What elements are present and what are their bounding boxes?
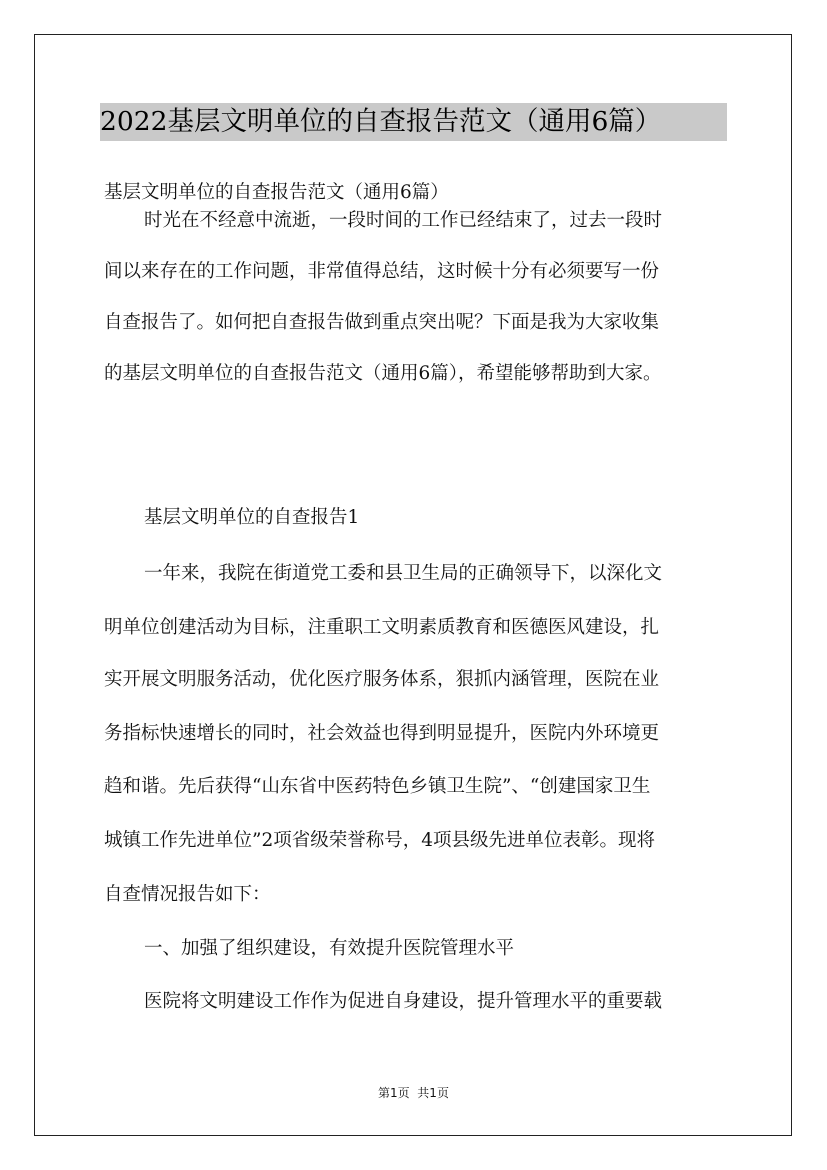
intro-line-3: 自查报告了。如何把自查报告做到重点突出呢？下面是我为大家收集 — [104, 312, 660, 333]
document-subtitle: 基层文明单位的自查报告范文（通用6篇） — [104, 182, 449, 203]
intro-line-4: 的基层文明单位的自查报告范文（通用6篇），希望能够帮助到大家。 — [104, 363, 662, 384]
section-heading: 基层文明单位的自查报告1 — [144, 507, 360, 528]
body-line-4: 务指标快速增长的同时，社会效益也得到明显提升，医院内外环境更 — [104, 723, 660, 744]
page-footer: 第1页 共1页 — [378, 1086, 449, 1100]
body-line-6: 城镇工作先进单位”2项省级荣誉称号，4项县级先进单位表彰。现将 — [104, 830, 656, 851]
intro-line-2: 间以来存在的工作问题，非常值得总结，这时候十分有必须要写一份 — [104, 261, 660, 282]
body-line-2: 明单位创建活动为目标，注重职工文明素质教育和医德医风建设，扎 — [104, 617, 660, 638]
body-line-3: 实开展文明服务活动，优化医疗服务体系，狠抓内涵管理，医院在业 — [104, 669, 660, 690]
body-line-1: 一年来，我院在街道党工委和县卫生局的正确领导下，以深化文 — [144, 563, 663, 584]
subheading: 一、加强了组织建设，有效提升医院管理水平 — [144, 938, 515, 959]
body-line-7: 自查情况报告如下： — [104, 884, 271, 905]
document-title: 2022基层文明单位的自查报告范文（通用6篇） — [100, 103, 727, 141]
last-line: 医院将文明建设工作作为促进自身建设，提升管理水平的重要载 — [144, 991, 663, 1012]
body-line-5: 趋和谐。先后获得“山东省中医药特色乡镇卫生院”、“创建国家卫生 — [104, 776, 651, 797]
intro-line-1: 时光在不经意中流逝，一段时间的工作已经结束了，过去一段时 — [144, 210, 663, 231]
